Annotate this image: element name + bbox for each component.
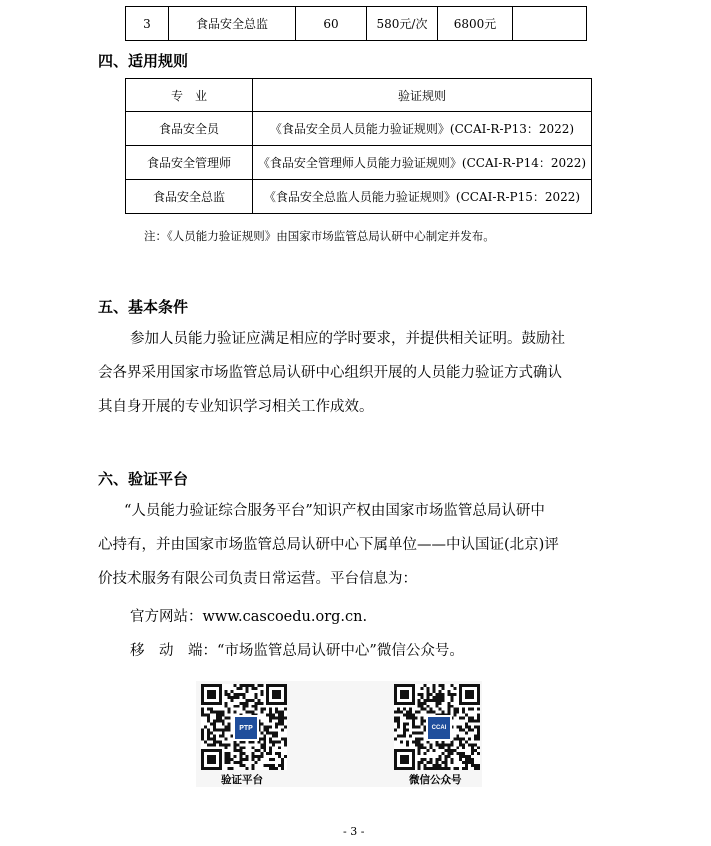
rules-table <box>125 78 592 214</box>
table-row <box>126 112 592 146</box>
paragraph-line: 心持有，并由国家市场监管总局认研中心下属单位——中认国证(北京)评 <box>98 537 559 553</box>
hours-cell: 60 <box>296 7 367 41</box>
paragraph-line: 参加人员能力验证应满足相应的学时要求，并提供相关证明。鼓励社 <box>130 331 565 347</box>
table-header-row <box>126 79 592 112</box>
rule-cell: 《食品安全员人员能力验证规则》(CCAI-R-P13：2022) <box>253 112 592 146</box>
fee-table <box>125 6 587 41</box>
mobile-label: 移 动 端： <box>130 643 217 659</box>
table-row <box>126 7 587 41</box>
total-fee-cell: 6800元 <box>438 7 513 41</box>
mobile-text: “市场监管总局认研中心”微信公众号。 <box>217 643 464 659</box>
mobile-line <box>130 634 464 668</box>
section-5-heading: 五、基本条件 <box>98 298 189 316</box>
rule-cell: 《食品安全管理师人员能力验证规则》(CCAI-R-P14：2022) <box>253 146 592 180</box>
table-note: 注：《人员能力验证规则》由国家市场监管总局认研中心制定并发布。 <box>144 229 495 243</box>
major-cell: 食品安全总监 <box>126 180 253 214</box>
header-rule: 验证规则 <box>253 79 592 112</box>
table-row <box>126 146 592 180</box>
unit-fee-cell: 580元/次 <box>367 7 438 41</box>
website-link[interactable]: www.cascoedu.org.cn. <box>202 609 368 625</box>
table-row <box>126 180 592 214</box>
paragraph-line: 会各界采用国家市场监管总局认研中心组织开展的人员能力验证方式确认 <box>98 365 562 381</box>
qr-caption-wechat: 微信公众号 <box>409 774 462 786</box>
website-label: 官方网站： <box>130 609 203 625</box>
paragraph-line: 其自身开展的专业知识学习相关工作成效。 <box>98 399 374 415</box>
page-number: - 3 - <box>343 825 365 838</box>
paragraph-line: “人员能力验证综合服务平台”知识产权由国家市场监管总局认研中 <box>124 503 545 519</box>
major-cell: 食品安全管理师 <box>126 146 253 180</box>
extra-cell <box>513 7 587 41</box>
header-major: 专 业 <box>126 79 253 112</box>
ptp-logo-badge: PTP <box>233 715 259 741</box>
major-cell: 食品安全员 <box>126 112 253 146</box>
section-6-heading: 六、验证平台 <box>98 470 189 488</box>
ccai-logo-badge: CCAI <box>426 715 452 741</box>
row-number: 3 <box>126 7 169 41</box>
rule-cell: 《食品安全总监人员能力验证规则》(CCAI-R-P15：2022) <box>253 180 592 214</box>
role-cell: 食品安全总监 <box>169 7 296 41</box>
qr-code-panel <box>196 681 482 787</box>
section-4-heading: 四、适用规则 <box>98 52 189 70</box>
qr-caption-platform: 验证平台 <box>221 774 263 786</box>
website-line <box>130 600 367 634</box>
paragraph-line: 价技术服务有限公司负责日常运营。平台信息为： <box>98 571 417 587</box>
